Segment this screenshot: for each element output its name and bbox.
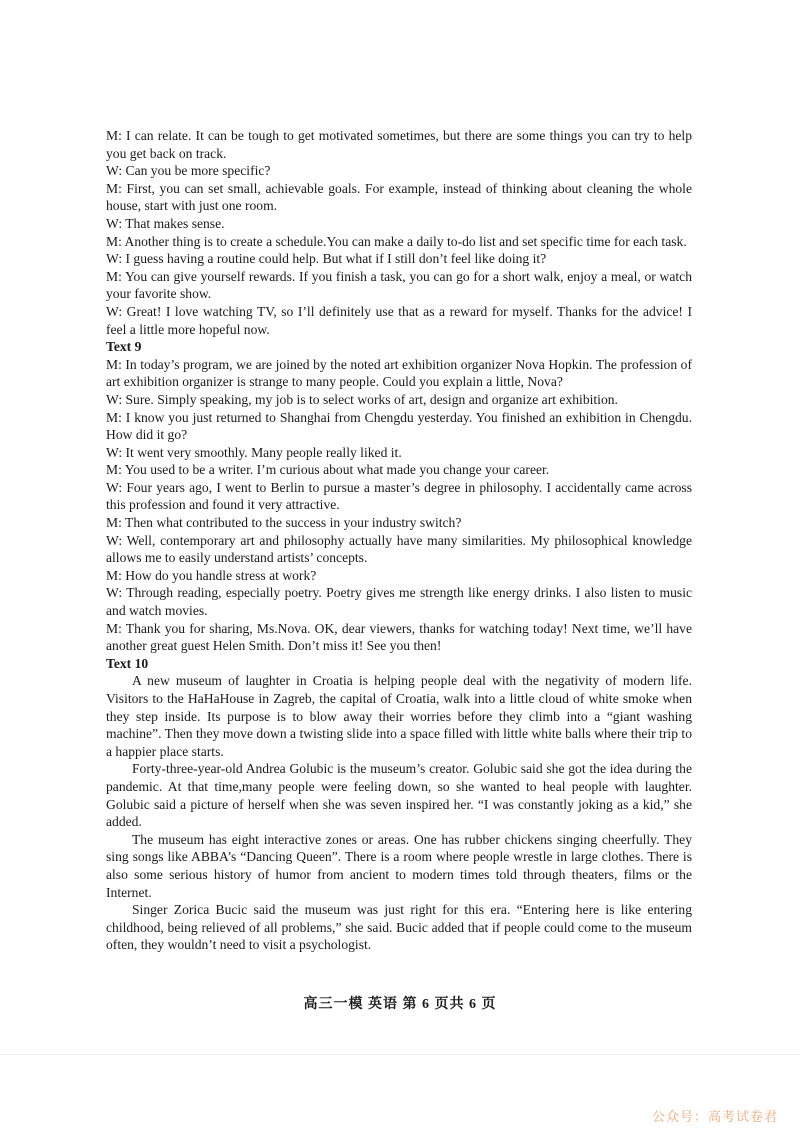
page-body <box>106 127 692 954</box>
dialogue-line: W: Well, contemporary art and philosophy actually have many similarities. My philosophical knowledge allows me to easily understand artists’ concepts. <box>106 532 692 566</box>
dialogue-line: M: First, you can set small, achievable goals. For example, instead of thinking about cleaning the whole house, start with just one room. <box>106 180 692 214</box>
dialogue-line: M: Then what contributed to the success in your industry switch? <box>106 515 462 531</box>
dialogue-line: W: I guess having a routine could help. But what if I still don’t feel like doing it? <box>106 251 547 267</box>
passage-paragraph: Singer Zorica Bucic said the museum was just right for this era. “Entering here is like entering childhood, being relieved of all problems,” she said. Bucic added that if people could come to the museum often, they wouldn’t need to visit a psychologist. <box>106 902 692 953</box>
dialogue-line: W: That makes sense. <box>106 215 225 231</box>
dialogue-line: M: I can relate. It can be tough to get motivated sometimes, but there are some things you can try to help you get back on track. <box>106 128 692 161</box>
text10-heading: Text 10 <box>106 655 149 671</box>
dialogue-line: M: In today’s program, we are joined by the noted art exhibition organizer Nova Hopkin. The profession of art exhibition organizer is strange to many people. Could you explain a little, Nova? <box>106 356 692 390</box>
passage-paragraph: A new museum of laughter in Croatia is helping people deal with the negativity of modern life. Visitors to the HaHaHouse in Zagreb, the capital of Croatia, walk into a little cloud of white smoke when they step inside. Its purpose is to blow away their worries before they climb into a “giant washing machine”. Then they move down a twisting slide into a space filled with little white balls where their trip to a happier place starts. <box>106 673 692 759</box>
dialogue-line: W: Great! I love watching TV, so I’ll definitely use that as a reward for myself. Thanks for the advice! I feel a little more hopeful now. <box>106 303 692 337</box>
passage-text10 <box>106 672 692 954</box>
passage-paragraph: Forty-three-year-old Andrea Golubic is the museum’s creator. Golubic said she got the idea during the pandemic. At that time,many people were feeling down, so she wanted to heal people with laughter. Golubic said a picture of herself when she was seven inspired her. “I was constantly joking as a kid,” she added. <box>106 761 692 830</box>
watermark: 公众号：高考试卷君 <box>651 1110 778 1125</box>
dialogue-line: M: How do you handle stress at work? <box>106 567 317 583</box>
dialogue-text9 <box>106 356 692 655</box>
dialogue-line: M: Another thing is to create a schedule.You can make a daily to-do list and set specific time for each task. <box>106 233 687 249</box>
dialogue-line: W: Through reading, especially poetry. Poetry gives me strength like energy drinks. I also listen to music and watch movies. <box>106 585 692 619</box>
dialogue-line: M: You can give yourself rewards. If you finish a task, you can go for a short walk, enjoy a meal, or watch your favorite show. <box>106 268 692 302</box>
dialogue-line: W: Can you be more specific? <box>106 163 271 179</box>
dialogue-line: W: It went very smoothly. Many people really liked it. <box>106 444 402 460</box>
dialogue-line: M: Thank you for sharing, Ms.Nova. OK, dear viewers, thanks for watching today! Next time, we’ll have another great guest Helen Smith. Don’t miss it! See you then! <box>106 620 692 654</box>
text9-heading: Text 9 <box>106 339 142 355</box>
dialogue-line: M: You used to be a writer. I’m curious about what made you change your career. <box>106 462 550 478</box>
dialogue-text8-end <box>106 127 692 338</box>
dialogue-line: W: Four years ago, I went to Berlin to pursue a master’s degree in philosophy. I accidentally came across this profession and found it very attractive. <box>106 479 692 513</box>
page-footer: 高三一模 英语 第 6 页共 6 页 <box>303 997 497 1012</box>
dialogue-line: W: Sure. Simply speaking, my job is to select works of art, design and organize art exhibition. <box>106 391 618 407</box>
page-divider <box>0 1054 800 1055</box>
dialogue-line: M: I know you just returned to Shanghai from Chengdu yesterday. You finished an exhibition in Chengdu. How did it go? <box>106 409 692 443</box>
passage-paragraph: The museum has eight interactive zones or areas. One has rubber chickens singing cheerfully. They sing songs like ABBA’s “Dancing Queen”. There is a room where people wrestle in large clothes. There is also some serious history of humor from ancient to modern times told through theaters, films or the Internet. <box>106 831 692 900</box>
